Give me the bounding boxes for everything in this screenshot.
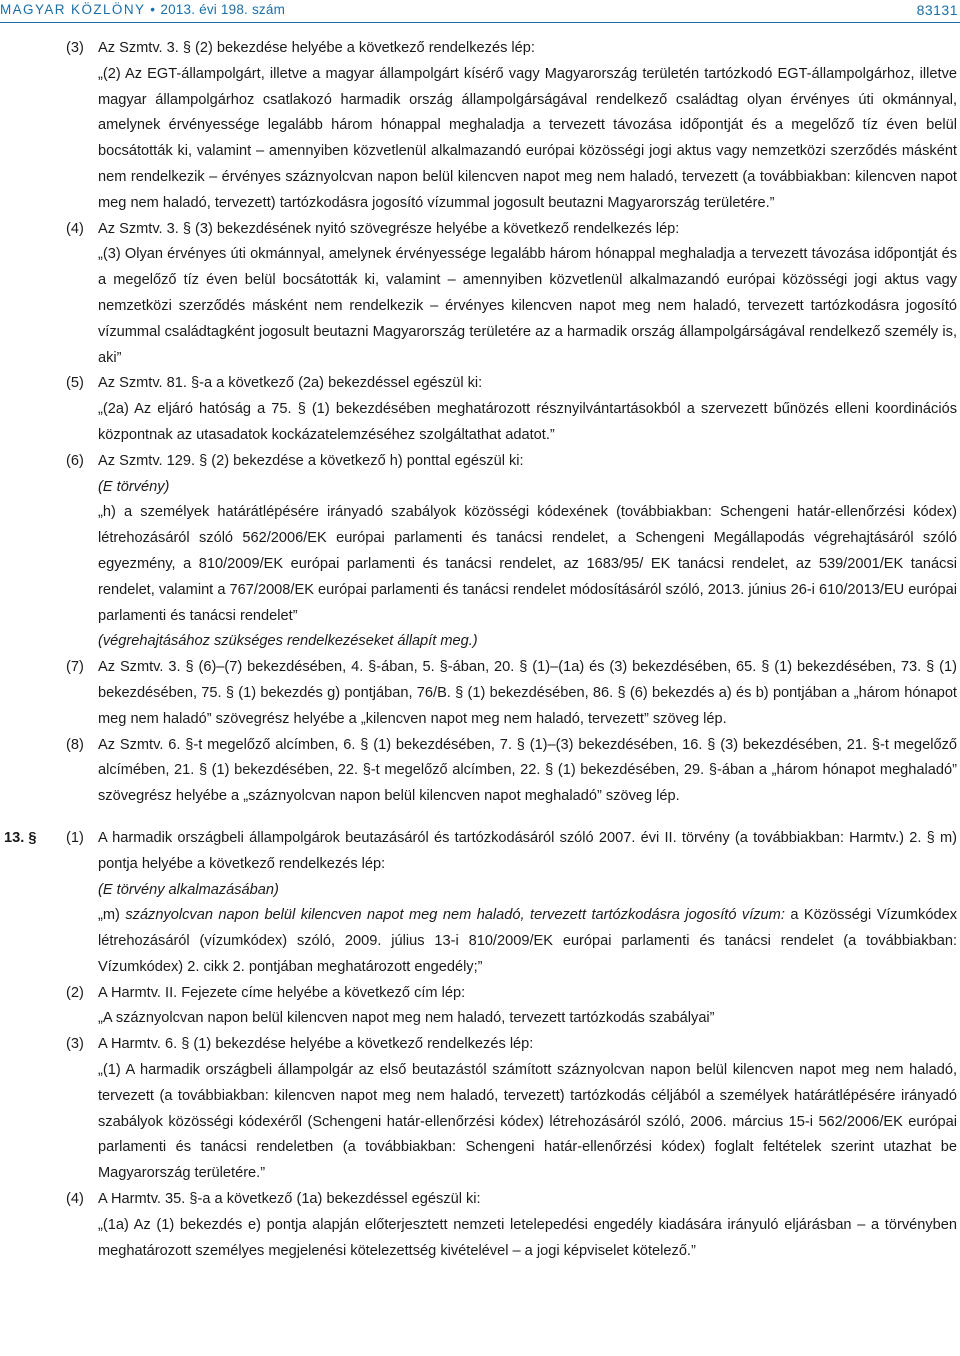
paragraph-text: A Harmtv. 6. § (1) bekezdése helyébe a következő rendelkezés lép: [98,1036,534,1053]
quoted-text: „(2a) Az eljáró hatóság a 75. § (1) bekezdésében meghatározott résznyilvántartásokból a szervezett bűnözés elleni koordinációs központnak az utasadatok kockázatelemzéséhez szolgáltathat adatot.” [98,401,957,443]
paragraph-5 [0,371,960,397]
quoted-provision [0,62,960,217]
quoted-provision [0,1213,960,1265]
header-bullet: • [150,2,156,17]
section-13-paragraph-2 [0,981,960,1007]
quoted-provision [0,397,960,449]
paragraph-text: A Harmtv. 35. §-a a következő (1a) bekezdéssel egészül ki: [98,1191,481,1208]
paragraph-7 [0,655,960,732]
paragraph-3 [0,36,960,62]
quoted-provision [0,1058,960,1187]
italic-text: (végrehajtásához szükséges rendelkezéseket állapít meg.) [98,633,478,650]
journal-title: MAGYAR KÖZLÖNY [0,2,146,17]
paragraph-text: Az Szmtv. 129. § (2) bekezdése a következő h) ponttal egészül ki: [98,452,524,469]
quoted-text [98,903,957,980]
quoted-provision [0,500,960,629]
section-gap [0,810,960,826]
paragraph-text: Az Szmtv. 81. §-a a következő (2a) bekezdéssel egészül ki: [98,375,483,392]
paragraph-text: Az Szmtv. 6. §-t megelőző alcímben, 6. § (1) bekezdésében, 7. § (1)–(3) bekezdésében, 16. § (3) bekezdésében, 21. §-t megelőző alcímében, 21. § (1) bekezdésében, 22. §-t megelőző alcímben, 22. § (1) bekezdésében, 29. §-ában a „három hónapot meghaladó” szövegrész helyébe a „száznyolcvan napon belül kilencven napot meghaladó” szöveg lép. [98,736,957,805]
paragraph-number: (3) [66,1036,84,1053]
italic-text: (E törvény) [98,478,170,495]
paragraph-text: A Harmtv. II. Fejezete címe helyébe a következő cím lép: [98,984,466,1001]
paragraph-6 [0,449,960,475]
quote-start: „m) [98,907,126,924]
italic-intro [0,475,960,501]
paragraph-number: (8) [66,736,84,753]
paragraph-number: (5) [66,375,84,392]
paragraph-number: (2) [66,984,84,1001]
quoted-text: „h) a személyek határátlépésére irányadó szabályok közösségi kódexének (továbbiakban: Schengeni határ-ellenőrzési kódex) létrehozásáról szóló 562/2006/EK európai parlamenti és tanácsi rendelet, a Schengeni Megállapodás végrehajtásáról szóló egyezmény, a 810/2009/EK európai parlamenti és tanácsi rendelet, az 1683/95/ EK tanácsi rendelet, az 539/2001/EK tanácsi rendelet, valamint a 767/2008/EK európai parlamenti és tanácsi rendelet módosításáról szóló, 2013. június 26-i 610/2013/EU európai parlamenti és tanácsi rendelet” [98,504,957,624]
quoted-provision [0,1006,960,1032]
paragraph-text: Az Szmtv. 3. § (2) bekezdése helyébe a következő rendelkezés lép: [98,40,535,56]
italic-text: (E törvény alkalmazásában) [98,881,279,898]
paragraph-number: (7) [66,659,84,676]
document-body [0,36,960,1264]
paragraph-text: A harmadik országbeli állampolgárok beutazásáról és tartózkodásáról szóló 2007. évi II. törvény (a továbbiakban: Harmtv.) 2. § m) pontja helyébe a következő rendelkezés lép: [98,829,957,872]
header-divider [0,22,960,23]
defined-term: száznyolcvan napon belül kilencven napot meg nem haladó, tervezett tartózkodásra jogosító vízum: [125,907,785,924]
journal-header [0,2,285,17]
quoted-text: „(2) Az EGT-állampolgárt, illetve a magyar állampolgárt kísérő vagy Magyarország területén tartózkodó EGT-állampolgárhoz, illetve magyar állampolgárhoz csatlakozó harmadik ország állampolgárságával rendelkező családtag olyan érvényes úti okmánnyal, amelynek érvényessége legalább három hónappal meghaladja a tervezett távozása időpontját és a megelőző tíz éven belül bocsátották ki, valamint – amennyiben közvetlenül alkalmazandó európai közösségi jogi aktus vagy nemzetközi szerződés másként nem rendelkezik – érvényes száznyolcvan napon belül kilencven napot meg nem haladó, tervezett (a továbbiakban: kilencven napot meg nem haladó, tervezett) tartózkodásra jogosító vízummal jogosult beutazni Magyarország területére.” [98,65,957,211]
issue-number: 2013. évi 198. szám [160,2,286,17]
section-13-paragraph-3 [0,1032,960,1058]
paragraph-number: (4) [66,220,84,237]
paragraph-text: Az Szmtv. 3. § (3) bekezdésének nyitó szövegrésze helyébe a következő rendelkezés lép: [98,220,680,237]
section-number: 13. § [4,829,37,846]
paragraph-number: (6) [66,452,84,469]
page-number: 83131 [916,2,958,18]
quoted-text: „(3) Olyan érvényes úti okmánnyal, amelynek érvényessége legalább három hónappal meghaladja a tervezett távozása időpontját és a megelőző tíz éven belül bocsátották ki, valamint – amennyiben közvetlenül alkalmazandó európai közösségi jogi aktus vagy nemzetközi szerződés másként nem rendelkezik – érvényes kilencven napot meg nem haladó, tervezett tartózkodásra jogosító vízummal családtagként jogosult beutazni Magyarország területére az a harmadik ország állampolgárságával rendelkező személy is, aki” [98,246,957,366]
section-13-paragraph-4 [0,1187,960,1213]
paragraph-text: Az Szmtv. 3. § (6)–(7) bekezdésében, 4. §-ában, 5. §-ában, 20. § (1)–(1a) és (3) bekezdésében, 65. § (1) bekezdésében, 73. § (1) bekezdésében, 75. § (1) bekezdés g) pontjában, 76/B. § (1) bekezdésében, 86. § (6) bekezdés a) és b) pontjában a „három hónapot meg nem haladó” szövegrész helyébe a „kilencven napot meg nem haladó, tervezett” szöveg lép. [98,659,957,727]
quoted-text: „A száznyolcvan napon belül kilencven napot meg nem haladó, tervezett tartózkodás szabályai” [98,1010,715,1027]
italic-intro [0,878,960,904]
quoted-provision [0,903,960,980]
paragraph-8 [0,733,960,810]
quoted-provision [0,242,960,371]
page-header [0,0,960,22]
paragraph-number: (1) [66,829,84,846]
italic-closing [0,629,960,655]
paragraph-number: (4) [66,1191,84,1208]
section-13-paragraph-1 [0,826,960,878]
paragraph-number: (3) [66,40,84,56]
quote-rest: a Közösségi Vízumkódex létrehozásáról (vízumkódex) szóló, 2009. július 13-i 810/2009/EK európai parlamenti és tanácsi rendelet (a továbbiakban: Vízumkódex) 2. cikk 2. pontjában meghatározott engedély;” [98,907,957,975]
paragraph-4 [0,217,960,243]
quoted-text: „(1) A harmadik országbeli állampolgár az első beutazástól számított száznyolcvan napon belül kilencven napot meg nem haladó, tervezett (a továbbiakban: kilencven napot meg nem haladó, tervezett) tartózkodás céljából a személyek határátlépésére irányadó szabályok közösségi kódexéről (Schengeni határ-ellenőrzési kódex) létrehozásáról szóló, 2006. március 15-i 562/2006/EK európai parlamenti és tanácsi rendeletben (a továbbiakban: Schengeni határ-ellenőrzési kódex) foglalt feltételek szerint utazhat be Magyarország területére.” [98,1062,957,1182]
quoted-text: „(1a) Az (1) bekezdés e) pontja alapján előterjesztett nemzeti letelepedési engedély kiadására irányuló eljárásban – a törvényben meghatározott személyes megjelenési kötelezettség kivételével – a jogi képviselet kötelező.” [98,1216,957,1259]
